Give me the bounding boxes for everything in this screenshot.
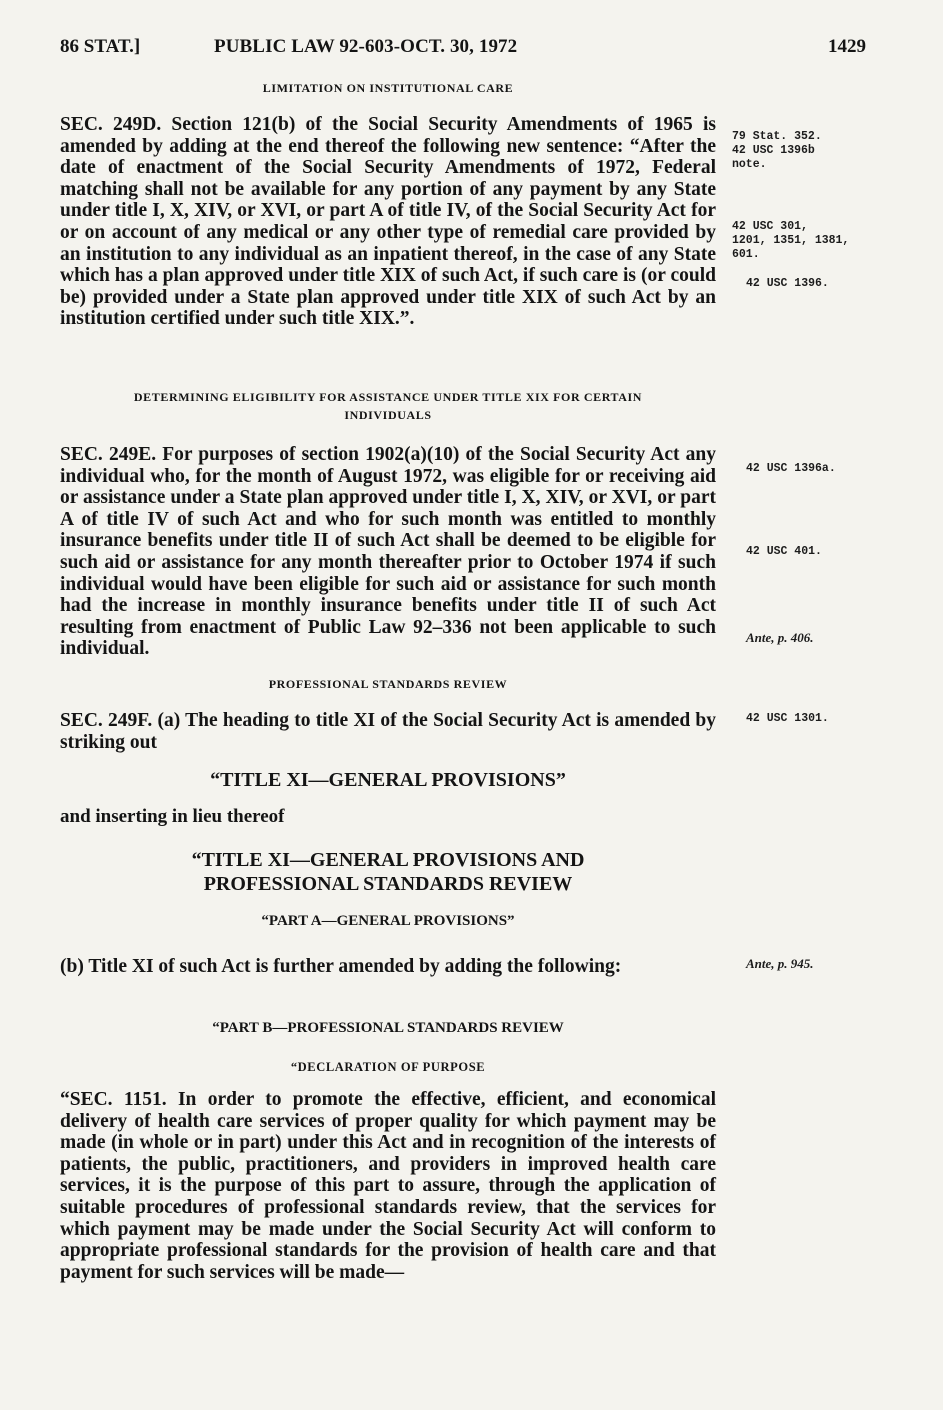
new-title-line-2: PROFESSIONAL STANDARDS REVIEW: [203, 873, 573, 895]
margin-note: Ante, p. 945.: [746, 956, 814, 971]
section-text: Section 121(b) of the Social Security Amendments of 1965 is amended by adding at the end thereof the following new sentence: “After the date of enactment of the Social Security Amendments of 1972, Federal matching shall not be available for any portion of any payment by any State under title I, X, XIV, or XVI, or part A of title IV, of the Social Security Act for or on account of any medical or any other type of remedial care provided by an institution to any individual as an inpatient thereof, in the case of any State which has a plan approved under title XIX of such Act, if such care is (or could be) provided under a State plan approved under title XIX of such Act by an institution certified under such title XIX.”.: [60, 114, 716, 330]
part-a-heading: “PART A—GENERAL PROVISIONS”: [261, 913, 515, 929]
heading-line: DETERMINING ELIGIBILITY FOR ASSISTANCE UNDER TITLE XIX FOR CERTAIN: [133, 390, 643, 404]
section-249f-paragraph-a: [60, 710, 716, 753]
section-249f-paragraph-b: (b) Title XI of such Act is further amended by adding the following:: [60, 956, 622, 977]
section-heading-eligibility: [60, 388, 716, 424]
inserting-text: and inserting in lieu thereof: [60, 806, 285, 827]
section-label: “SEC. 1151.: [60, 1089, 167, 1110]
margin-note: 42 USC 1396a.: [746, 462, 836, 475]
law-title: PUBLIC LAW 92-603-OCT. 30, 1972: [214, 36, 518, 57]
margin-note: 42 USC 301, 1201, 1351, 1381, 601.: [732, 220, 850, 261]
page-number: 1429: [828, 36, 866, 57]
margin-note: 42 USC 1301.: [746, 712, 829, 725]
margin-note: 42 USC 401.: [746, 545, 822, 558]
section-label: SEC. 249D.: [60, 114, 162, 135]
section-text: In order to promote the effective, efficient, and economical delivery of health care services of proper quality for which payment may be made (in whole or in part) under this Act and in recognition of the interests of patients, the public, practitioners, and providers in improved health care services, it is the purpose of this part to assure, through the application of suitable procedures of professional standards review, that the services for which payment may be made under the Social Security Act will conform to appropriate professional standards for the provision of health care and that payment for such services will be made—: [60, 1089, 716, 1283]
section-249e-paragraph: [60, 444, 716, 660]
part-b-heading: “PART B—PROFESSIONAL STANDARDS REVIEW: [212, 1020, 564, 1036]
section-heading-institutional-care: LIMITATION ON INSTITUTIONAL CARE: [262, 81, 514, 95]
old-title: “TITLE XI—GENERAL PROVISIONS”: [210, 769, 566, 791]
statute-volume: 86 STAT.]: [60, 36, 141, 57]
section-label: SEC. 249F.: [60, 710, 153, 731]
section-text: For purposes of section 1902(a)(10) of the Social Security Act any individual who, for the month of August 1972, was eligible for or receiving aid or assistance under a State plan approved under title I, X, XIV, or XVI, or part A of title IV of such Act and who for such month was entitled to monthly insurance benefits under title II of such Act shall be deemed to be eligible for such aid or assistance for any month thereafter prior to October 1974 if such individual would have been eligible for such aid or assistance for such month had the increase in monthly insurance benefits under title II of such Act resulting from enactment of Public Law 92–336 not been applicable to such individual.: [60, 444, 717, 660]
section-text: (a) The heading to title XI of the Social Security Act is amended by striking out: [60, 710, 716, 753]
margin-note: 42 USC 1396.: [746, 277, 829, 290]
section-heading-professional-standards: PROFESSIONAL STANDARDS REVIEW: [268, 677, 508, 691]
section-249d-paragraph: [60, 114, 716, 330]
heading-line: INDIVIDUALS: [344, 408, 432, 422]
page-header: [60, 36, 866, 60]
margin-note: Ante, p. 406.: [746, 630, 814, 645]
declaration-heading: “DECLARATION OF PURPOSE: [290, 1060, 486, 1074]
new-title-line-1: “TITLE XI—GENERAL PROVISIONS AND: [191, 849, 585, 871]
section-label: SEC. 249E.: [60, 444, 157, 465]
margin-note: 79 Stat. 352. 42 USC 1396b note.: [732, 130, 822, 171]
section-1151-paragraph: [60, 1089, 716, 1283]
